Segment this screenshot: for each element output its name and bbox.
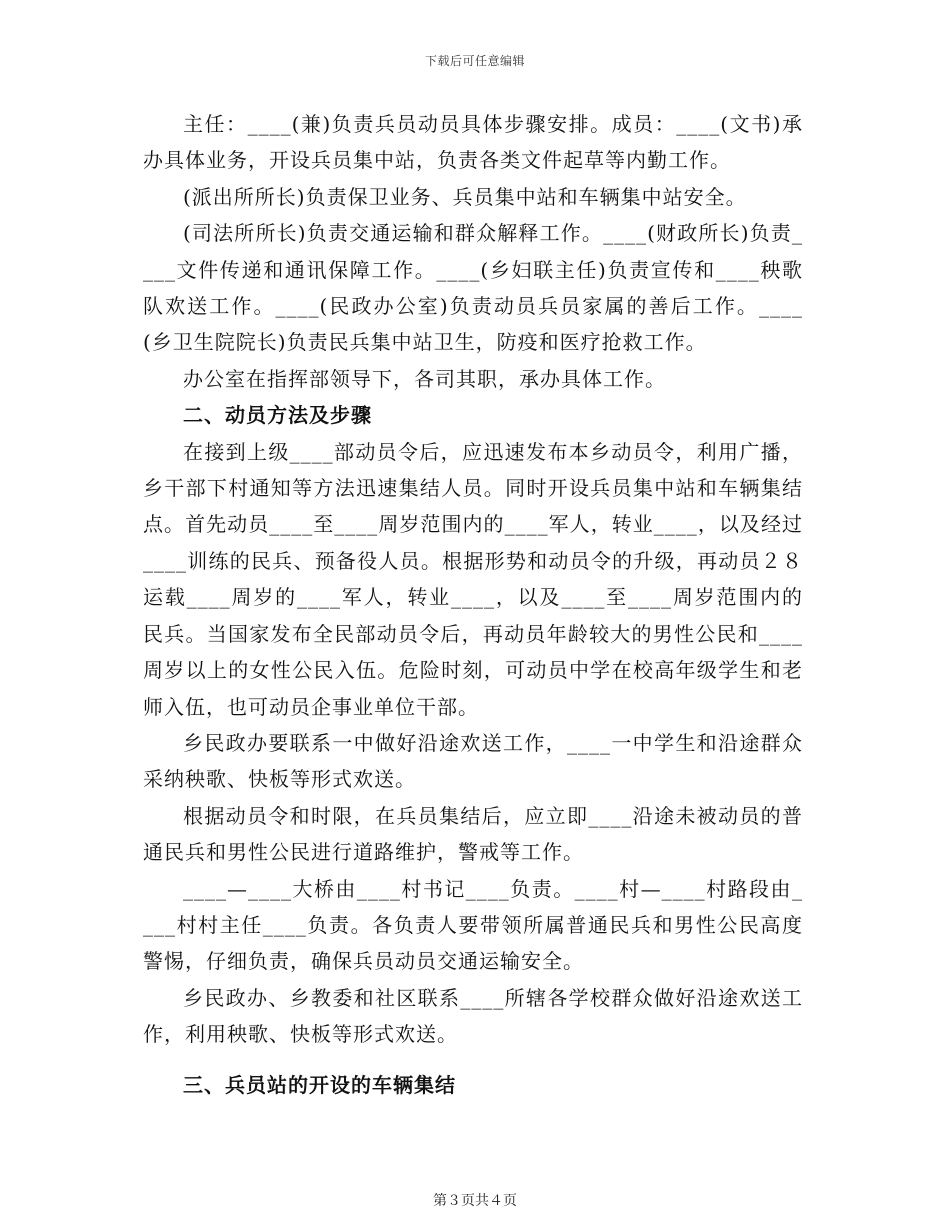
paragraph-leadership: 主任：____(兼)负责兵员动员具体步骤安排。成员：____(文书)承办具体业务，开设兵员集中站，负责各类文件起草等内勤工作。 — [143, 112, 803, 173]
paragraph-schools: 乡民政办、乡教委和社区联系____所辖各学校群众做好沿途欢送工作，利用秧歌、快板等形式欢送。 — [143, 985, 803, 1047]
paragraph-road-maintenance: 根据动员令和时限，在兵员集结后，应立即____沿途未被动员的普通民兵和男性公民进行道路维护，警戒等工作。 — [143, 803, 803, 865]
page-footer: 第３页共４页 — [433, 1193, 517, 1209]
document-body — [143, 106, 803, 1103]
paragraph-duties: (司法所所长)负责交通运输和群众解释工作。____(财政所长)负责____文件传递和通讯保障工作。____(乡妇联主任)负责宣传和____秧歌队欢送工作。____(民政办公室)负责动员兵员家属的善后工作。____(乡卫生院院长)负责民兵集中站卫生，防疫和医疗抢救工作。 — [143, 221, 803, 355]
section-heading-3: 三、兵员站的开设的车辆集结 — [183, 1072, 456, 1097]
page-header: 下载后可任意编辑 — [424, 54, 525, 68]
paragraph-mobilization: 在接到上级____部动员令后，应迅速发布本乡动员令，利用广播，乡干部下村通知等方法迅速集结人员。同时开设兵员集中站和车辆集结点。首先动员____至____周岁范围内的____军人，转业____，以及经过____训练的民兵、预备役人员。根据形势和动员令的升级，再动员２８运载____周岁的____军人，转业____，以及____至____周岁范围内的民兵。当国家发布全民部动员令后，再动员年龄较大的男性公民和____周岁以上的女性公民入伍。危险时刻，可动员中学在校高年级学生和老师入伍，也可动员企事业单位干部。 — [143, 439, 803, 719]
paragraph-office: 办公室在指挥部领导下，各司其职，承办具体工作。 — [183, 366, 666, 391]
paragraph-police: (派出所所长)负责保卫业务、兵员集中站和车辆集中站安全。 — [183, 184, 747, 209]
paragraph-responsibility: ____—____大桥由____村书记____负责。____村—____村路段由____村村主任____负责。各负责人要带领所属普通民兵和男性公民高度警惕，仔细负责，确保兵员动员交通运输安全。 — [143, 876, 803, 974]
section-heading-2: 二、动员方法及步骤 — [183, 403, 372, 428]
paragraph-farewell: 乡民政办要联系一中做好沿途欢送工作，____一中学生和沿途群众采纳秧歌、快板等形式欢送。 — [143, 730, 803, 792]
